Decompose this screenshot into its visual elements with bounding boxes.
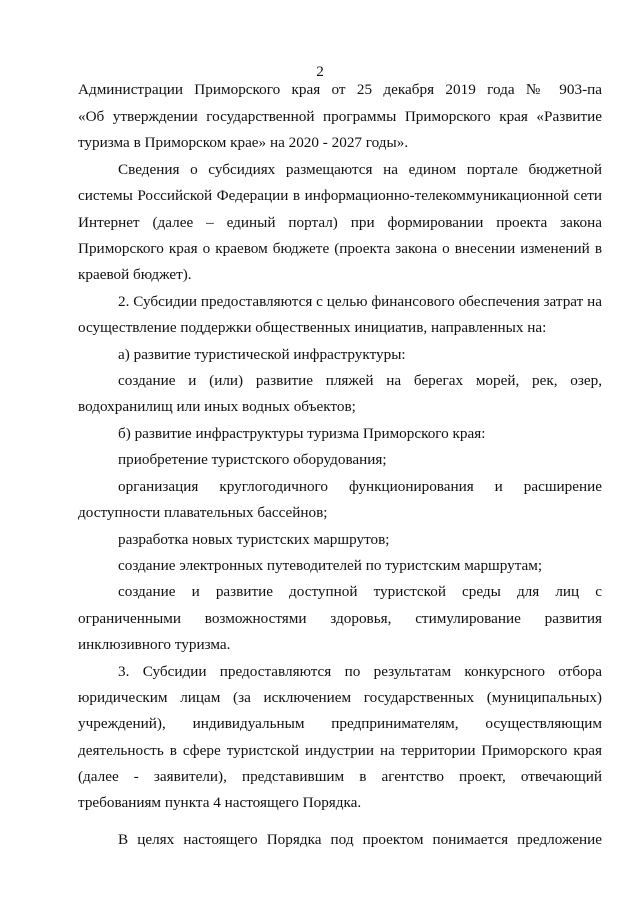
text-line: краевой бюджет). bbox=[78, 266, 192, 283]
list-item: разработка новых туристских маршрутов; bbox=[118, 531, 390, 548]
list-item: создание и развитие доступной туристской среды для лиц с bbox=[118, 583, 602, 600]
paragraph-first-line: 2. Субсидии предоставляются с целью финансового обеспечения затрат на bbox=[118, 293, 602, 310]
text-line: доступности плавательных бассейнов; bbox=[78, 504, 328, 521]
text-line: туризма в Приморском крае» на 2020 - 2027 годы». bbox=[78, 134, 409, 151]
text-line: (далее - заявители), представившим в агентство проект, отвечающий bbox=[78, 768, 602, 785]
list-item: создание электронных путеводителей по туристским маршрутам; bbox=[118, 557, 543, 574]
text-line: инклюзивного туризма. bbox=[78, 636, 231, 653]
list-item: создание и (или) развитие пляжей на берегах морей, рек, озер, bbox=[118, 372, 602, 389]
list-item: приобретение туристского оборудования; bbox=[118, 451, 387, 468]
text-line: деятельность в сфере туристской индустрии на территории Приморского края bbox=[78, 742, 602, 759]
page-number: 2 bbox=[316, 63, 324, 80]
text-line: осуществление поддержки общественных инициатив, направленных на: bbox=[78, 319, 547, 336]
text-line: системы Российской Федерации в информационно-телекоммуникационной сети bbox=[78, 187, 602, 204]
text-line: ограниченными возможностями здоровья, стимулирование развития bbox=[78, 610, 602, 627]
text-line: юридическим лицам (за исключением государственных (муниципальных) bbox=[78, 689, 602, 706]
text-line: «Об утверждении государственной программы Приморского края «Развитие bbox=[78, 108, 602, 125]
text-line: водохранилищ или иных водных объектов; bbox=[78, 398, 356, 415]
text-line: Администрации Приморского края от 25 декабря 2019 года № 903-па bbox=[78, 81, 602, 98]
paragraph-first-line: 3. Субсидии предоставляются по результатам конкурсного отбора bbox=[118, 663, 602, 680]
text-line: Интернет (далее – единый портал) при формировании проекта закона bbox=[78, 214, 602, 231]
list-item: организация круглогодичного функционирования и расширение bbox=[118, 478, 602, 495]
text-line: требованиям пункта 4 настоящего Порядка. bbox=[78, 794, 362, 811]
paragraph-first-line: Сведения о субсидиях размещаются на едином портале бюджетной bbox=[118, 161, 602, 178]
text-line: учреждений), индивидуальным предпринимателям, осуществляющим bbox=[78, 715, 602, 732]
list-item: а) развитие туристической инфраструктуры: bbox=[118, 346, 406, 363]
list-item: б) развитие инфраструктуры туризма Приморского края: bbox=[118, 425, 486, 442]
text-line: Приморского края о краевом бюджете (проекта закона о внесении изменений в bbox=[78, 240, 602, 257]
paragraph-first-line: В целях настоящего Порядка под проектом понимается предложение bbox=[118, 831, 602, 848]
